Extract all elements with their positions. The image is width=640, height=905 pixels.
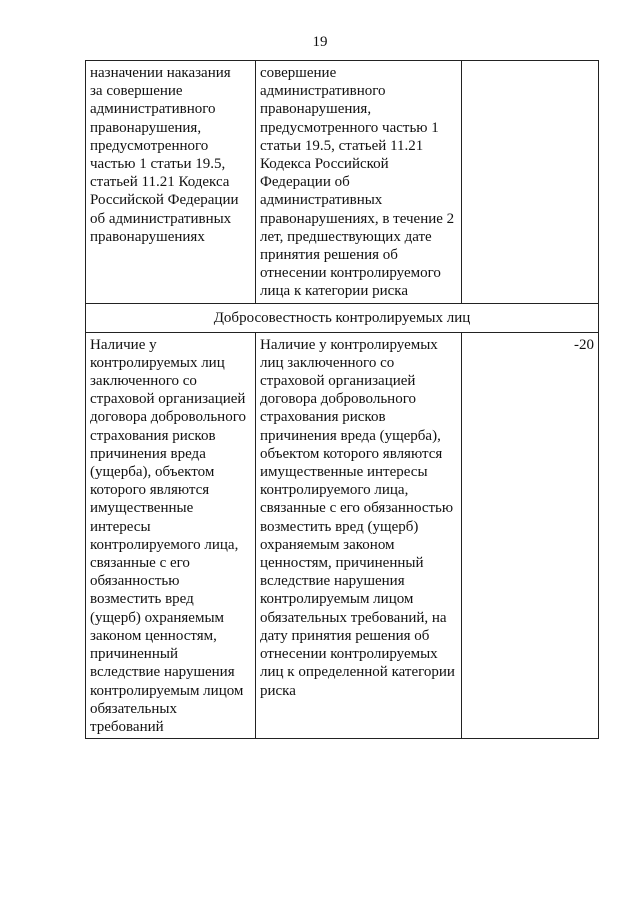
- indicator-cell: Наличие у контролируемых лиц заключенного со страховой организацией договора добровольного страхования рисков причинения вреда (ущерба), объектом которого являются имущественные интересы контролируемого лица, связанные с его обязанностью возместить вред (ущерб) охраняемым законом ценностям, причиненный вследствие нарушения контролируемым лицом обязательных требований, на дату принятия решения об отнесении контролируемых лиц к определенной категории риска: [256, 332, 462, 738]
- table-row: [86, 332, 599, 738]
- score-cell: -20: [462, 332, 599, 738]
- section-header: Добросовестность контролируемых лиц: [86, 303, 599, 332]
- score-cell: [462, 61, 599, 304]
- table-row: [86, 61, 599, 304]
- criterion-cell: назначении наказания за совершение административного правонарушения, предусмотренного частью 1 статьи 19.5, статьей 11.21 Кодекса Российской Федерации об административных правонарушениях: [86, 61, 256, 304]
- section-header-row: [86, 303, 599, 332]
- criterion-cell: Наличие у контролируемых лиц заключенного со страховой организацией договора добровольного страхования рисков причинения вреда (ущерба), объектом которого являются имущественные интересы контролируемого лица, связанные с его обязанностью возместить вред (ущерб) охраняемым законом ценностям, причиненный вследствие нарушения контролируемым лицом обязательных требований: [86, 332, 256, 738]
- page-number: 19: [312, 34, 328, 50]
- indicator-cell: совершение административного правонарушения, предусмотренного частью 1 статьи 19.5, статьей 11.21 Кодекса Российской Федерации об административных правонарушениях, в течение 2 лет, предшествующих дате принятия решения об отнесении контролируемого лица к категории риска: [256, 61, 462, 304]
- criteria-table: [85, 60, 599, 739]
